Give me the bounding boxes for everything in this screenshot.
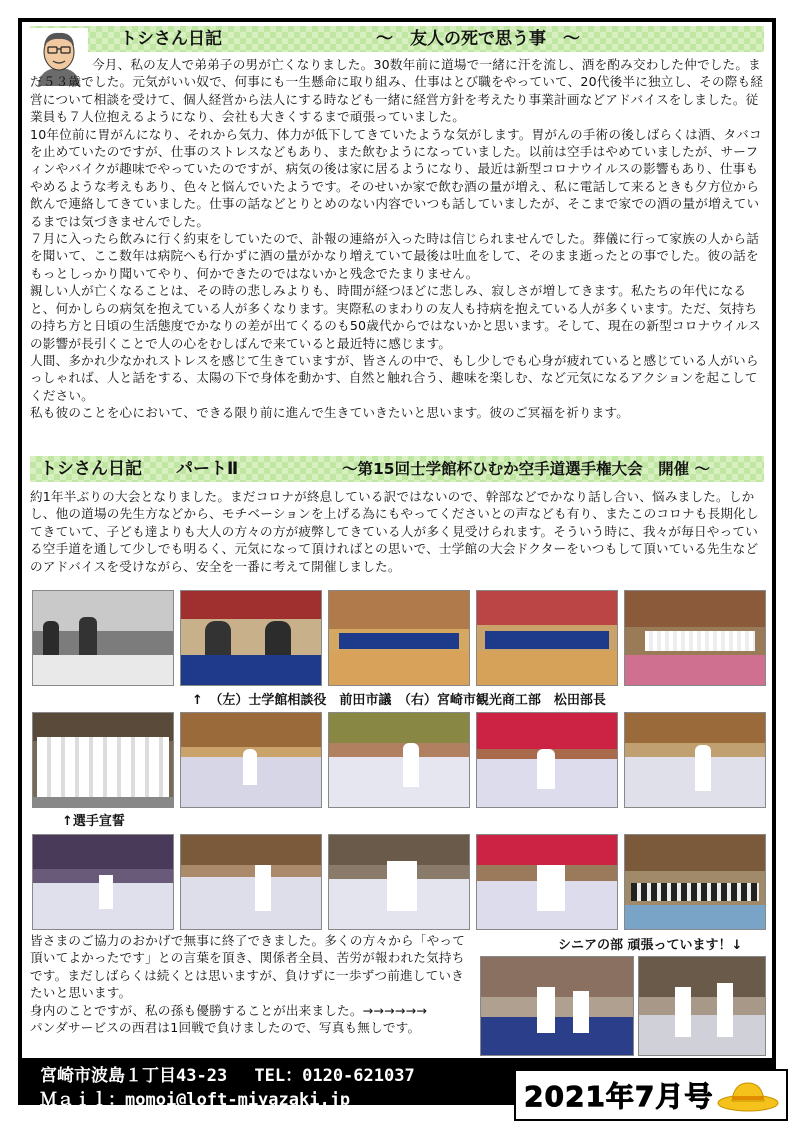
photo-grandson-podium <box>480 956 634 1056</box>
section1-paragraph: ７月に入ったら飲みに行く約束をしていたので、訃報の連絡が入った時は信じられませんでした。葬儀に行って家族の人から話を聞いて、ここ数年は病院へも行かずに酒の量がかなり増えていて最後は吐血をして、そのまま逝ったとの事でした。彼の話をもっとしっかり聞いてやり、何かできたのではないかと残念でたまりません。 <box>30 231 759 281</box>
section1-paragraph: 人間、多かれ少なかれストレスを感じて生きていますが、皆さんの中で、もし少しでも心身が疲れていると感じている人がいらっしゃれば、人と話をする、太陽の下で身体を動かす、自然と触れ合う、趣味を楽しむ、など元気になるアクションを起こしてください。 <box>30 352 759 403</box>
photo-officials-table <box>32 590 174 686</box>
section1-paragraph: 10年位前に胃がんになり、それから気力、体力が低下してきていたような気がします。胃がんの手術の後しばらくは酒、タバコを止めていたのですが、仕事のストレスなどもあり、また飲むようになっていました。以前は空手はやめていましたが、サーフィンやバイクが趣味でやっていたのですが、病気の後は家に居るようになり、最近は新型コロナウイルスの影響もあり、仕事もやめるような考えもあり、色々と悩んでいたようです。そのせいか家で飲む酒の量が増え、私に電話して来るときも夕方位から飲んで連絡してきていました。仕事の話などとりとめのない内容でいつも話していましたが、そこまで家での酒の量が増えているまでは気づきませんでした。 <box>30 126 762 229</box>
photo-participants-lineup <box>624 590 766 686</box>
photo-kata-1 <box>180 712 322 808</box>
photo-kumite-3 <box>328 834 470 930</box>
photo-senior-lineup <box>624 834 766 930</box>
section2-intro: 約1年半ぶりの大会となりました。まだコロナが終息している訳ではないので、幹部などでかなり話し合い、悩みました。しかし、他の道場の先生方などから、モチベーションを上げる為にもやってくださいとの声なども有り、またこのコロナも長期化してきていて、子ども達よりも大人の方々の方が疲弊してきている人が多く見受けられます。そういう時に、我々が毎日やっている空手道を通して少しでも明るく、元気になって頂ければとの思いで、士学館の大会ドクターをいつもして頂いている先生などのアドバイスを受けながら、安全を一番に考えて開催しました。 <box>30 489 759 574</box>
closing-paragraph: 皆さまのご協力のおかげで無事に終了できました。多くの方々から「やって頂いてよかったです」との言葉を頂き、関係者全員、苦労が報われた気持ちです。まだしばらくは続くとは思いますが、負けずに一歩ずつ前進していきたいと思います。 <box>30 933 465 1001</box>
photo-kata-4 <box>624 712 766 808</box>
footer-address: 宮崎市波島１丁目43-23 TEL：0120-621037 <box>40 1066 415 1086</box>
footer-contact <box>40 1064 415 1112</box>
photo-kata-3 <box>476 712 618 808</box>
section2-title-left: トシさん日記 パートⅡ <box>40 459 239 479</box>
caption-senior: シニアの部 頑張っています！↓ <box>558 938 743 953</box>
photo-arena-table <box>328 590 470 686</box>
section1-title-right: ～ 友人の死で思う事 ～ <box>376 29 580 49</box>
section2-header <box>30 456 764 482</box>
section2-title-right: ～第15回士学館杯ひむか空手道選手権大会 開催 ～ <box>342 460 710 478</box>
issue-box <box>514 1069 788 1121</box>
section1-body <box>30 56 766 422</box>
photo-guests-seated <box>180 590 322 686</box>
caption-guests: ↑ （左）士学館相談役 前田市議 （右）宮崎市観光商工部 松田部長 <box>192 693 606 708</box>
section1-title-left: トシさん日記 <box>120 29 222 49</box>
section2-closing <box>30 932 470 1036</box>
panda-paragraph: パンダサービスの西君は1回戦で負けましたので、写真も無しです。 <box>30 1020 421 1036</box>
section1-header <box>30 26 764 52</box>
family-paragraph: 身内のことですが、私の孫も優勝することが出来ました。→→→→→→ <box>30 1002 428 1018</box>
section1-paragraph: 今月、私の友人で弟弟子の男が亡くなりました。30数年前に道場で一緒に汗を流し、酒を酌み交わした仲でした。まだ５３歳でした。元気がいい奴で、何事にも一生懸命に取り組み、仕事はとび職をやっていて、20代後半に独立し、その際も経営について相談を受けて、個人経営から法人にする時なども一緒に経営方針を考えたり事業計画などアドバイスをしました。従業員も７人位抱えるようになり、会社も大きくするまで頑張っていました。 <box>30 57 764 125</box>
straw-hat-icon <box>716 1077 780 1113</box>
footer-mail: Ｍａｉｌ：momoi@loft-miyazaki.jp <box>40 1090 351 1110</box>
caption-oath: ↑選手宣誓 <box>62 814 125 829</box>
issue-label: 2021年7月号 <box>524 1080 714 1113</box>
section1-paragraph: 私も彼のことを心において、できる限り前に進んで生きていきたいと思います。彼のご冥福を祈ります。 <box>30 405 630 421</box>
newsletter-body <box>22 22 772 1058</box>
section1-paragraph: 親しい人が亡くなることは、その時の悲しみよりも、時間が経つほどに悲しみ、寂しさが増してきます。私たちの年代になると、何かしらの病気を抱えている人が多くなります。実際私のまわりの友人も持病を抱えている人が多くいます。ただ、気持ちの持ち方と日頃の生活態度でかなりの差が出てくるのも50歳代からではないかと思います。そして、現在の新型コロナウイルスの影響が長引くことで人の心をむしばんで来ていると最近特に感じます。 <box>30 283 761 351</box>
photo-kumite-2 <box>180 834 322 930</box>
photo-senior-kata <box>638 956 766 1056</box>
photo-judges-table <box>476 590 618 686</box>
newsletter-page <box>18 18 776 1113</box>
photo-kumite-4 <box>476 834 618 930</box>
photo-athletes-group <box>32 712 174 808</box>
photo-kata-2 <box>328 712 470 808</box>
photo-kumite-1 <box>32 834 174 930</box>
